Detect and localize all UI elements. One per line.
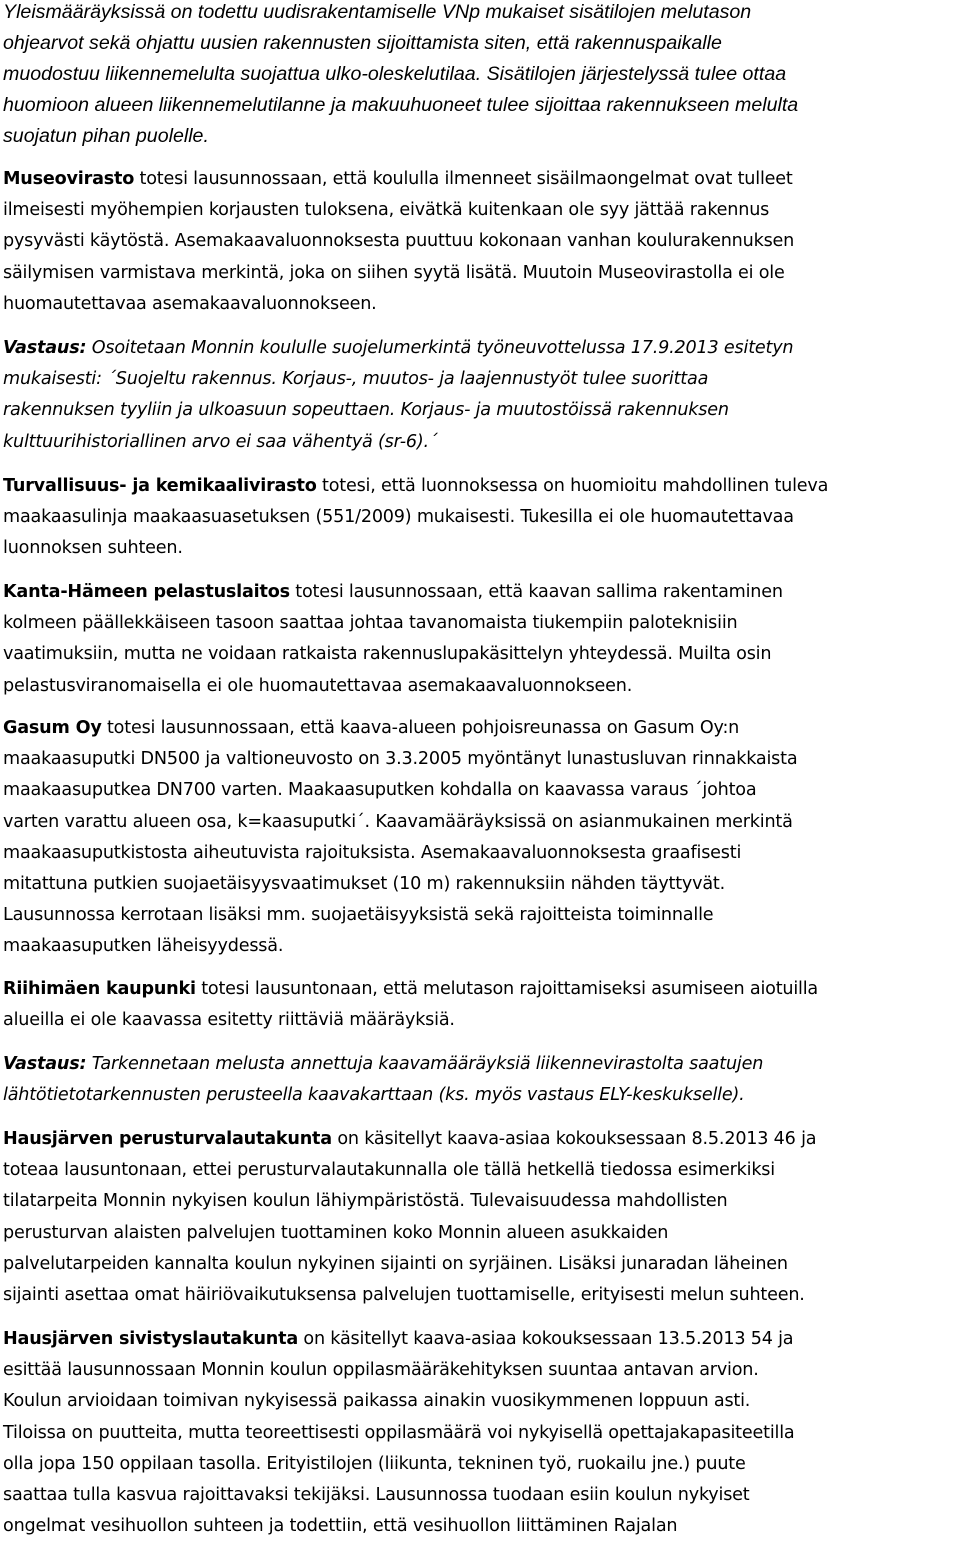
text-line <box>3 1449 794 1480</box>
text-line <box>3 869 797 900</box>
text-run: pysyvästi käytöstä. Asemakaavaluonnoksesta puuttuu kokonaan vanhan koulurakennuksen <box>3 231 795 252</box>
text-run: luonnoksen suhteen. <box>3 538 183 559</box>
text-line <box>3 164 794 195</box>
text-line <box>3 713 797 744</box>
text-line <box>3 1418 794 1449</box>
text-line <box>3 1480 794 1511</box>
text-line <box>3 1511 794 1542</box>
paragraph-riihimaki <box>3 974 818 1036</box>
text-run: lähtötietotarkennusten perusteella kaavakarttaan (ks. myös vastaus ELY-keskukselle). <box>3 1085 745 1106</box>
text-run: palvelutarpeiden kannalta koulun nykyinen sijainti on syrjäinen. Lisäksi junaradan läheinen <box>3 1253 788 1274</box>
text-line <box>3 931 797 962</box>
text-line <box>3 289 794 320</box>
text-run: sijainti asettaa omat häiriövaikutuksensa palvelujen tuottamiselle, erityisesti melun suhteen. <box>3 1285 805 1306</box>
text-run: saattaa tulla kasvua rajoittavaksi tekijäksi. Lausunnossa tuodaan esiin koulun nykyiset <box>3 1485 750 1506</box>
text-run: varten varattu alueen osa, k=kaasuputki´. Kaavamääräyksissä on asianmukainen merkintä <box>3 811 793 832</box>
text-line <box>3 121 798 152</box>
text-line <box>3 28 798 59</box>
text-line <box>3 1186 816 1217</box>
text-run: ohjearvot sekä ohjattu uusien rakennusten sijoittamista siten, että rakennuspaikalle <box>3 32 722 54</box>
text-run: olla jopa 150 oppilaan tasolla. Erityistilojen (liikunta, tekninen työ, ruokailu jne.) puute <box>3 1453 746 1474</box>
paragraph-tukes <box>3 471 828 565</box>
text-run: rakennuksen tyyliin ja ulkoasuun sopeuttaen. Korjaus- ja muutostöissä rakennuksen <box>3 400 729 421</box>
text-run: maakaasuputki DN500 ja valtioneuvosto on 3.3.2005 myöntänyt lunastusluvan rinnakkaista <box>3 749 798 770</box>
text-run: totesi lausunnossaan, että kaava-alueen pohjoisreunassa on Gasum Oy:n <box>101 718 740 738</box>
text-line <box>3 0 798 28</box>
paragraph-vastaus-museovirasto <box>3 333 793 458</box>
text-run: huomioon alueen liikennemelutilanne ja makuuhuoneet tulee sijoittaa rakennukseen melulta <box>3 94 799 116</box>
text-line <box>3 775 797 806</box>
text-run: Osoitetaan Monnin koululle suojelumerkintä työneuvottelussa 17.9.2013 esitetyn <box>86 338 794 358</box>
text-run: totesi lausunnossaan, että kaavan sallima rakentaminen <box>289 582 783 602</box>
text-line <box>3 1249 816 1280</box>
text-line <box>3 1218 816 1249</box>
paragraph-pelastuslaitos <box>3 577 783 702</box>
text-run: mitattuna putkien suojaetäisyysvaatimukset (10 m) rakennuksiin nähden täyttyvät. <box>3 874 726 895</box>
paragraph-perusturvalautakunta <box>3 1124 816 1311</box>
text-line <box>3 639 783 670</box>
text-line <box>3 1386 794 1417</box>
text-line <box>3 1124 816 1155</box>
text-line <box>3 974 818 1005</box>
text-run: mukaisesti: ´Suojeltu rakennus. Korjaus-, muutos- ja laajennustyöt tulee suorittaa <box>3 369 709 390</box>
text-run: maakaasuputkistosta aiheutuvista rajoituksista. Asemakaavaluonnoksesta graafisesti <box>3 842 742 863</box>
text-line <box>3 333 793 364</box>
paragraph-vastaus-riihimaki <box>3 1049 763 1111</box>
bold-lead-text: Vastaus: <box>3 338 87 358</box>
text-run: vaatimuksiin, mutta ne voidaan ratkaista rakennuslupakäsittelyn yhteydessä. Muilta osin <box>3 644 772 665</box>
paragraph-yleismaaraykset <box>3 0 798 152</box>
bold-lead-text: Gasum Oy <box>3 718 102 738</box>
bold-lead-text: Riihimäen kaupunki <box>3 979 196 999</box>
text-line <box>3 258 794 289</box>
bold-lead-text: Museovirasto <box>3 169 135 189</box>
text-line <box>3 59 798 90</box>
text-run: toteaa lausuntonaan, ettei perusturvalautakunnalla ole tällä hetkellä tiedossa esimerkiksi <box>3 1160 775 1181</box>
text-line <box>3 1080 763 1111</box>
text-run: Yleismääräyksissä on todettu uudisrakentamiselle VNp mukaiset sisätilojen melutason <box>3 1 752 23</box>
text-line <box>3 1280 816 1311</box>
text-line <box>3 395 793 426</box>
text-run: huomautettavaa asemakaavaluonnokseen. <box>3 293 377 314</box>
text-line <box>3 90 798 121</box>
text-line <box>3 1155 816 1186</box>
text-run: Koulun arvioidaan toimivan nykyisessä paikassa ainakin vuosikymmenen loppuun asti. <box>3 1391 751 1412</box>
text-run: tilatarpeita Monnin nykyisen koulun lähiympäristöstä. Tulevaisuudessa mahdollisten <box>3 1191 728 1212</box>
text-run: suojatun pihan puolelle. <box>3 125 209 147</box>
paragraph-gasum <box>3 713 797 963</box>
text-line <box>3 427 793 458</box>
text-line <box>3 1355 794 1386</box>
text-run: Tiloissa on puutteita, mutta teoreettisesti oppilasmäärä voi nykyisellä opettajakapasiteetilla <box>3 1422 795 1443</box>
text-run: kulttuurihistoriallinen arvo ei saa vähentyä (sr-6).´ <box>3 431 438 452</box>
text-run: Lausunnossa kerrotaan lisäksi mm. suojaetäisyyksistä sekä rajoitteista toiminnalle <box>3 905 714 926</box>
text-line <box>3 807 797 838</box>
text-line <box>3 838 797 869</box>
text-line <box>3 744 797 775</box>
text-run: on käsitellyt kaava-asiaa kokouksessaan 13.5.2013 54 ja <box>298 1329 794 1349</box>
text-run: kolmeen päällekkäiseen tasoon saattaa johtaa tavanomaista tiukempiin paloteknisiin <box>3 613 738 634</box>
bold-lead-text: Kanta-Hämeen pelastuslaitos <box>3 582 290 602</box>
text-line <box>3 226 794 257</box>
text-line <box>3 671 783 702</box>
text-line <box>3 608 783 639</box>
paragraph-museovirasto <box>3 164 794 320</box>
text-line <box>3 1005 818 1036</box>
text-line <box>3 1049 763 1080</box>
text-line <box>3 364 793 395</box>
text-run: pelastusviranomaisella ei ole huomautettavaa asemakaavaluonnokseen. <box>3 675 633 696</box>
bold-lead-text: Turvallisuus- ja kemikaalivirasto <box>3 476 317 496</box>
bold-lead-text: Hausjärven perusturvalautakunta <box>3 1129 332 1149</box>
text-run: ilmeisesti myöhempien korjausten tuloksena, eivätkä kuitenkaan ole syy jättää rakennus <box>3 200 770 221</box>
text-run: maakaasuputkea DN700 varten. Maakaasuputken kohdalla on kaavassa varaus ´johtoa <box>3 780 757 801</box>
text-line <box>3 1324 794 1355</box>
text-line <box>3 577 783 608</box>
text-line <box>3 502 828 533</box>
text-run: alueilla ei ole kaavassa esitetty riittäviä määräyksiä. <box>3 1010 455 1031</box>
text-run: muodostuu liikennemelulta suojattua ulko-oleskelutilaa. Sisätilojen järjestelyssä tulee ottaa <box>3 63 787 85</box>
text-line <box>3 900 797 931</box>
bold-lead-text: Vastaus: <box>3 1054 87 1074</box>
text-line <box>3 195 794 226</box>
text-line <box>3 533 828 564</box>
text-run: maakaasulinja maakaasuasetuksen (551/2009) mukaisesti. Tukesilla ei ole huomautettavaa <box>3 507 794 528</box>
text-run: totesi lausuntonaan, että melutason rajoittamiseksi asumiseen aiotuilla <box>195 979 818 999</box>
text-run: ongelmat vesihuollon suhteen ja todettiin, että vesihuollon liittäminen Rajalan <box>3 1516 678 1537</box>
text-run: totesi, että luonnoksessa on huomioitu mahdollinen tuleva <box>316 476 829 496</box>
text-line <box>3 471 828 502</box>
text-run: perusturvan alaisten palvelujen tuottaminen koko Monnin alueen asukkaiden <box>3 1222 669 1243</box>
text-run: on käsitellyt kaava-asiaa kokouksessaan 8.5.2013 46 ja <box>331 1129 817 1149</box>
bold-lead-text: Hausjärven sivistyslautakunta <box>3 1329 298 1349</box>
text-run: maakaasuputken läheisyydessä. <box>3 936 284 957</box>
text-run: säilymisen varmistava merkintä, joka on siihen syytä lisätä. Muutoin Museovirastolla ei ole <box>3 262 785 283</box>
text-run: Tarkennetaan melusta annettuja kaavamääräyksiä liikennevirastolta saatujen <box>86 1054 764 1074</box>
text-run: esittää lausunnossaan Monnin koulun oppilasmääräkehityksen suuntaa antavan arvion. <box>3 1360 759 1381</box>
text-run: totesi lausunnossaan, että koululla ilmenneet sisäilmaongelmat ovat tulleet <box>134 169 793 189</box>
paragraph-sivistyslautakunta <box>3 1324 794 1542</box>
